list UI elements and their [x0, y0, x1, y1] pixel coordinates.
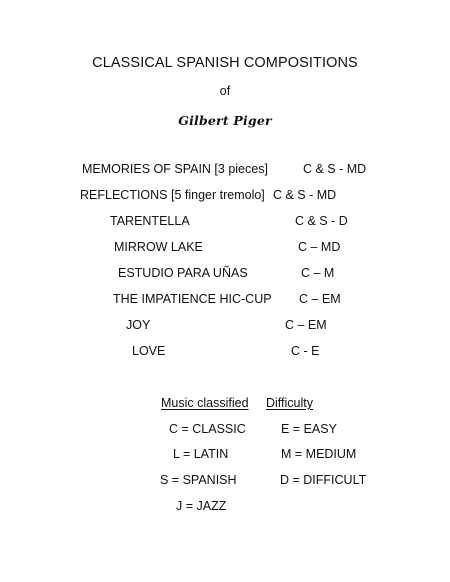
composition-title: ESTUDIO PARA UÑAS	[118, 266, 248, 280]
composition-classification: C – MD	[298, 240, 341, 254]
of-text: of	[219, 84, 231, 98]
composition-title: MIRROW LAKE	[114, 240, 203, 254]
composition-title: REFLECTIONS [5 finger tremolo]	[80, 188, 265, 202]
composition-title: THE IMPATIENCE HIC-CUP	[113, 292, 272, 306]
document-title: CLASSICAL SPANISH COMPOSITIONS	[92, 55, 358, 71]
difficulty-key-difficult: D = DIFFICULT	[280, 473, 367, 487]
composer-name: Gilbert Piger	[178, 113, 272, 128]
difficulty-header: Difficulty	[266, 396, 314, 410]
composition-title: TARENTELLA	[110, 214, 190, 228]
music-key-classic: C = CLASSIC	[169, 422, 246, 436]
composition-classification: C - E	[291, 344, 320, 358]
music-key-jazz: J = JAZZ	[176, 499, 227, 513]
composition-classification: C & S - MD	[273, 188, 337, 202]
music-key-spanish: S = SPANISH	[160, 473, 237, 487]
composition-classification: C & S - MD	[303, 162, 367, 176]
composition-title: MEMORIES OF SPAIN [3 pieces]	[82, 162, 268, 176]
composition-classification: C & S - D	[295, 214, 348, 228]
difficulty-key-medium: M = MEDIUM	[281, 447, 357, 461]
composition-title: JOY	[126, 318, 151, 332]
music-key-latin: L = LATIN	[173, 447, 229, 461]
composition-classification: C – EM	[299, 292, 341, 306]
difficulty-key-easy: E = EASY	[281, 422, 337, 436]
music-classified-header: Music classified	[161, 396, 249, 410]
composition-classification: C – M	[301, 266, 335, 280]
composition-classification: C – EM	[285, 318, 327, 332]
composition-title: LOVE	[132, 344, 166, 358]
